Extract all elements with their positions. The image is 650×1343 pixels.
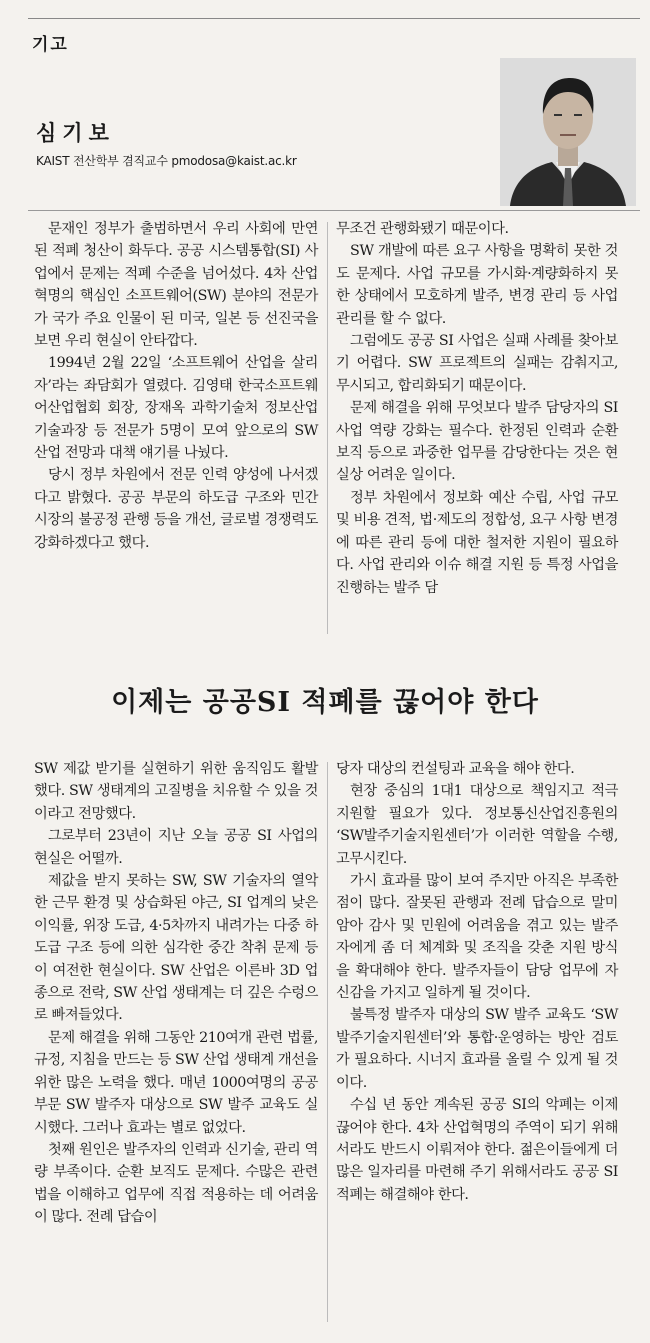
paragraph: 그럼에도 공공 SI 사업은 실패 사례를 찾아보기 어렵다. SW 프로젝트의 실패는 감춰지고, 무시되고, 합리화되기 때문이다. [336, 333, 618, 394]
article-column-2 [336, 218, 618, 599]
paragraph: 당시 정부 차원에서 전문 인력 양성에 나서겠다고 밝혔다. 공공 부문의 하도급 구조와 민간 시장의 불공정 관행 등을 개선, 글로벌 경쟁력도 강화하겠다고 했다. [34, 467, 318, 551]
author-description: KAIST 전산학부 겸직교수 pmodosa@kaist.ac.kr [36, 154, 297, 168]
paragraph: 가시 효과를 많이 보여 주지만 아직은 부족한 점이 많다. 잘못된 관행과 전례 답습으로 말미암아 감사 및 민원에 어려움을 겪고 있는 발주자에게 좀 더 체계화 및 조직을 갖춘 지원 방식을 확대해야 한다. 발주자들이 담당 업무에 자신감을 가지고 일하게 될 것이다. [336, 873, 618, 1002]
paragraph: 첫째 원인은 발주자의 인력과 신기술, 관리 역량 부족이다. 순환 보직도 문제다. 수많은 관련법을 이해하고 업무에 직접 적용하는 데 어려움이 많다. 전례 답습이 [34, 1141, 318, 1226]
header-rule [28, 210, 640, 211]
paragraph: 무조건 관행화됐기 때문이다. [336, 221, 509, 237]
paragraph: 수십 년 동안 계속된 공공 SI의 악폐는 이제 끊어야 한다. 4차 산업혁명의 주역이 되기 위해서라도 반드시 이뤄져야 한다. 젊은이들에게 더 많은 일자리를 마련해 주기 위해서라도 공공 SI 적폐는 해결해야 한다. [336, 1097, 618, 1203]
paragraph: 당자 대상의 컨설팅과 교육을 해야 한다. [336, 761, 575, 777]
column-divider-bottom [327, 762, 328, 1322]
article-column-4 [336, 758, 618, 1206]
paragraph: SW 개발에 따른 요구 사항을 명확히 못한 것도 문제다. 사업 규모를 가시화·계량화하지 못한 상태에서 모호하게 발주, 변경 관리 등 사업 관리를 할 수 없다. [336, 243, 618, 327]
paragraph: 문재인 정부가 출범하면서 우리 사회에 만연된 적폐 청산이 화두다. 공공 시스템통합(SI) 사업에서 문제는 적폐 수준을 넘어섰다. 4차 산업혁명의 핵심인 소프트웨어(SW) 분야의 전문가가 국가 주요 인물이 된 미국, 일본 등 선진국을 보면 우리 현실이 안타깝다. [34, 221, 318, 350]
paragraph: 문제 해결을 위해 무엇보다 발주 담당자의 SI 사업 역량 강화는 필수다. 한정된 인력과 순환 보직 등으로 과중한 업무를 감당한다는 것은 현실상 어려운 일이다. [336, 400, 618, 484]
article-column-3 [34, 758, 318, 1229]
article-headline: 이제는 공공SI 적폐를 끊어야 한다 [111, 687, 539, 718]
paragraph: SW 제값 받기를 실현하기 위한 움직임도 활발했다. SW 생태계의 고질병을 치유할 수 있을 것이라고 전망했다. [34, 761, 318, 822]
section-label: 기고 [32, 35, 69, 55]
paragraph: 그로부터 23년이 지난 오늘 공공 SI 사업의 현실은 어떨까. [34, 828, 318, 867]
article-column-1 [34, 218, 318, 554]
author-name: 심기보 [36, 121, 115, 145]
author-photo [500, 58, 636, 206]
paragraph: 1994년 2월 22일 ‘소프트웨어 산업을 살리자’라는 좌담회가 열렸다. 김영태 한국소프트웨어산업협회 회장, 장재옥 과학기술처 정보산업기술과장 등 전문가 5명이 모여 앞으로의 SW 산업 전망과 대책 얘기를 나눴다. [34, 355, 318, 462]
paragraph: 제값을 받지 못하는 SW, SW 기술자의 열악한 근무 환경 및 상습화된 야근, SI 업계의 낮은 이익률, 위장 도급, 4·5차까지 내려가는 다중 하도급 구조 등에 의한 심각한 중간 착취 문제 등이 여전한 현실이다. SW 산업은 이른바 3D 업종으로 전락, SW 산업 생태계는 더 깊은 수렁으로 빠져들었다. [34, 873, 318, 1024]
column-divider-top [327, 222, 328, 634]
paragraph: 현장 중심의 1대1 대상으로 책임지고 적극 지원할 필요가 있다. 정보통신산업진흥원의 ‘SW발주기술지원센터’가 이러한 역할을 수행, 고무시킨다. [336, 783, 618, 867]
paragraph: 정부 차원에서 정보화 예산 수립, 사업 규모 및 비용 견적, 법·제도의 정합성, 요구 사항 변경에 따른 관리 등에 대한 철저한 지원이 필요하다. 사업 관리와 이슈 해결 지원 등 특정 사업을 진행하는 발주 담 [336, 489, 618, 596]
paragraph: 문제 해결을 위해 그동안 210여개 관련 법률, 규정, 지침을 만드는 등 SW 산업 생태계 개선을 위한 많은 노력을 했다. 매년 1000여명의 공공 부문 SW 발주자 대상으로 SW 발주 교육도 실시했다. 그러나 효과는 별로 없었다. [34, 1029, 318, 1136]
top-rule [28, 18, 640, 19]
paragraph: 불특정 발주자 대상의 SW 발주 교육도 ‘SW발주기술지원센터’와 통합·운영하는 방안 검토가 필요하다. 시너지 효과를 올릴 수 있게 될 것이다. [336, 1007, 618, 1091]
